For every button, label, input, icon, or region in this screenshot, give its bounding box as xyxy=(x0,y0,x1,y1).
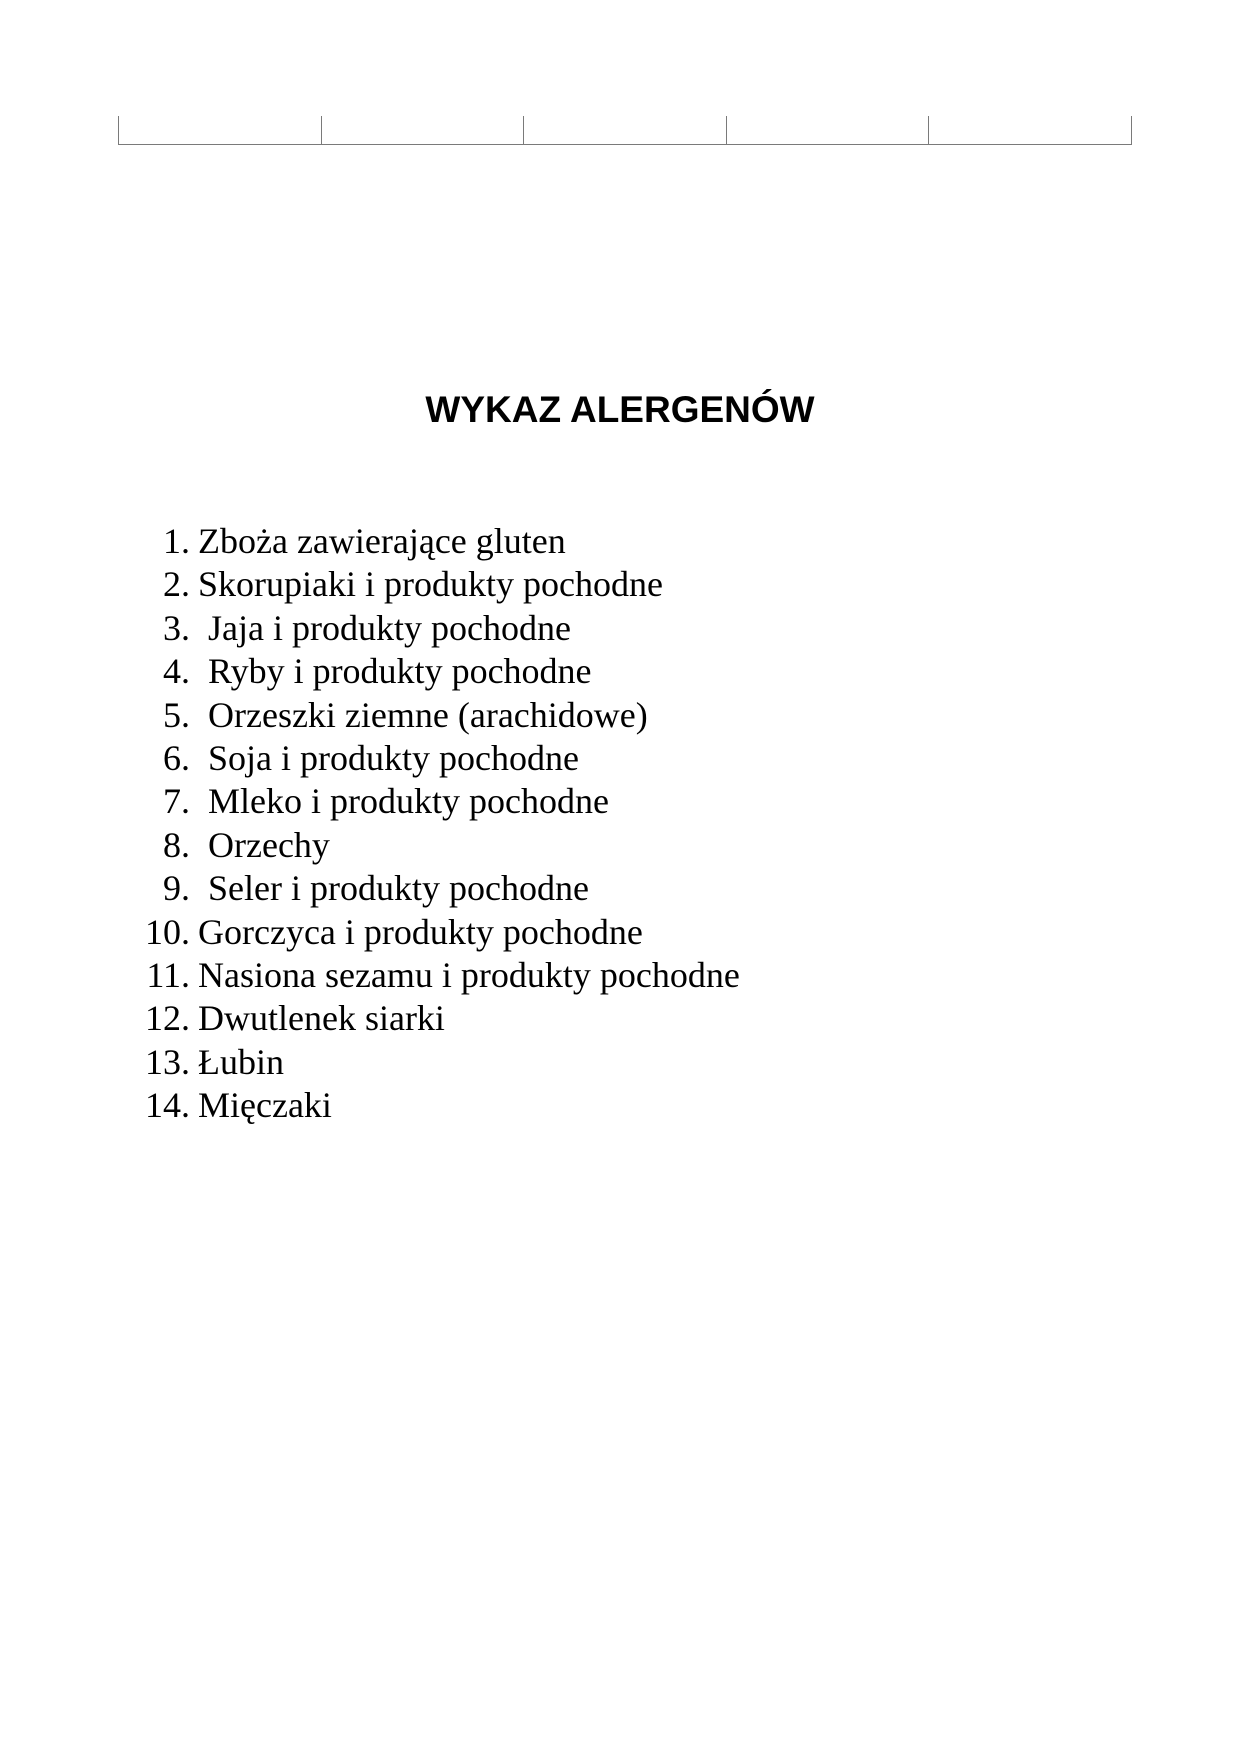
list-item-label: Nasiona sezamu i produkty pochodne xyxy=(198,955,740,996)
list-item-label: Mięczaki xyxy=(198,1085,332,1126)
list-item xyxy=(118,997,740,1040)
list-item-label: Ryby i produkty pochodne xyxy=(208,651,592,692)
table-cell xyxy=(321,116,524,144)
list-item xyxy=(118,520,740,563)
list-item-label: Skorupiaki i produkty pochodne xyxy=(198,564,663,605)
list-item-label: Soja i produkty pochodne xyxy=(208,738,579,779)
table-cell xyxy=(726,116,929,144)
table-cell xyxy=(928,116,1132,144)
list-item-number: 6. xyxy=(163,738,190,779)
list-item-number: 12. xyxy=(145,998,190,1039)
list-item xyxy=(118,694,740,737)
list-item-number: 5. xyxy=(163,694,190,735)
list-item-number: 10. xyxy=(145,911,190,952)
list-item xyxy=(118,1084,740,1127)
list-item-number: 4. xyxy=(163,651,190,692)
list-item-label: Orzechy xyxy=(208,824,330,865)
list-item-number: 14. xyxy=(145,1085,190,1126)
list-item xyxy=(118,954,740,997)
list-item-number: 2. xyxy=(163,564,190,605)
list-item xyxy=(118,824,740,867)
list-item xyxy=(118,780,740,823)
list-item xyxy=(118,867,740,910)
list-item-label: Jaja i produkty pochodne xyxy=(208,607,571,648)
page-title: WYKAZ ALERGENÓW xyxy=(425,389,815,430)
allergen-list xyxy=(118,520,740,1128)
list-item-label: Łubin xyxy=(198,1041,284,1082)
list-item xyxy=(118,911,740,954)
list-item-number: 13. xyxy=(145,1041,190,1082)
list-item-label: Gorczyca i produkty pochodne xyxy=(198,911,643,952)
list-item xyxy=(118,563,740,606)
list-item xyxy=(118,737,740,780)
list-item-number: 11. xyxy=(146,955,190,996)
list-item-label: Seler i produkty pochodne xyxy=(208,868,589,909)
list-item-number: 7. xyxy=(163,781,190,822)
list-item xyxy=(118,1041,740,1084)
list-item-number: 3. xyxy=(163,607,190,648)
list-item xyxy=(118,607,740,650)
table-bottom-edge xyxy=(118,116,1132,145)
list-item-number: 1. xyxy=(163,521,190,561)
list-item-number: 9. xyxy=(163,868,190,909)
list-item-label: Mleko i produkty pochodne xyxy=(208,781,609,822)
list-item-label: Orzeszki ziemne (arachidowe) xyxy=(208,694,648,735)
list-item-label: Dwutlenek siarki xyxy=(198,998,445,1039)
table-cell xyxy=(118,116,321,144)
list-item xyxy=(118,650,740,693)
table-cell xyxy=(523,116,726,144)
list-item-number: 8. xyxy=(163,824,190,865)
list-item-label: Zboża zawierające gluten xyxy=(198,521,566,561)
